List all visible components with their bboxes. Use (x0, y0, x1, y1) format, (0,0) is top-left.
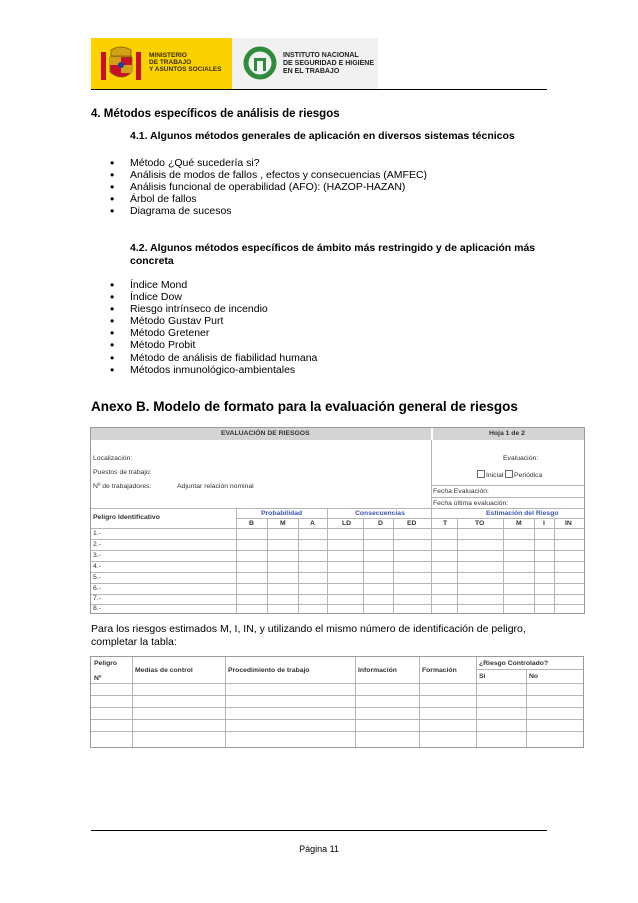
information-header: Información (358, 667, 397, 674)
subsection-title-line: concreta (130, 255, 174, 267)
table-row: 3.- (93, 552, 101, 559)
hazard-column-header: Peligro Identificativo (93, 514, 160, 521)
footer-divider (91, 830, 547, 831)
risk-estimation-header: Estimación del Riesgo (486, 510, 559, 517)
evaluation-date-label: Fecha Evaluación: (433, 488, 489, 495)
list-item: • Método de análisis de fiabilidad humana (110, 352, 317, 364)
no-header: No (529, 673, 539, 680)
list-item: • Árbol de fallos (110, 193, 427, 205)
yes-header: Si (479, 673, 486, 680)
workstations-label: Puestos de trabajo: (93, 469, 152, 476)
subcol-a: A (310, 520, 315, 527)
table-row: 5.- (93, 574, 101, 581)
last-evaluation-date-label: Fecha última evaluación: (433, 500, 509, 507)
initial-checkbox[interactable] (477, 470, 485, 478)
list-item: • Diagrama de sucesos (110, 205, 427, 217)
sheet-number: Hoja 1 de 2 (489, 430, 525, 437)
hazard-header: Peligro (94, 660, 118, 667)
insht-logo-icon (243, 46, 277, 80)
risk-evaluation-form (90, 427, 585, 614)
list-item: • Análisis funcional de operabilidad (AFO): (HAZOP-HAZAN) (110, 181, 427, 193)
initial-option[interactable]: Inicial (477, 470, 503, 479)
ministry-name: MINISTERIO DE TRABAJO Y ASUNTOS SOCIALES (149, 52, 222, 73)
table-row: 2.- (93, 541, 101, 548)
method-list-specific (110, 279, 317, 376)
subcol-t: T (443, 520, 448, 527)
subsection-title-4-1: 4.1. Algunos métodos generales de aplicación en diversos sistemas técnicos (130, 130, 515, 142)
form-title: EVALUACIÓN DE RIESGOS (221, 430, 310, 437)
subcol-ed: ED (407, 520, 417, 527)
list-item: • Índice Mond (110, 279, 317, 291)
evaluation-label: Evaluación: (503, 455, 539, 462)
table-row: 6.- (93, 585, 101, 592)
table-row: 7.- (93, 595, 101, 602)
list-item: • Método ¿Qué sucedería si? (110, 157, 427, 169)
periodic-option[interactable]: Periódica (505, 470, 542, 479)
subsection-title-4-2 (130, 242, 535, 268)
instruction-paragraph: Para los riesgos estimados M, I, IN, y utilizando el mismo número de identificación de peligro, completar la tabla: (91, 623, 526, 648)
workers-label: Nº de trabajadores: (93, 483, 152, 490)
section-title: 4. Métodos específicos de análisis de riesgos (91, 108, 340, 120)
list-item: • Método Probit (110, 339, 317, 351)
list-item: • Métodos inmunológico-ambientales (110, 364, 317, 376)
list-item: • Método Gretener (110, 327, 317, 339)
subcol-i: I (543, 520, 545, 527)
list-item: • Método Gustav Purt (110, 315, 317, 327)
risk-control-form (90, 656, 584, 748)
probability-header: Probabilidad (261, 510, 303, 517)
table-row: 4.- (93, 563, 101, 570)
subcol-in: IN (565, 520, 572, 527)
list-item: • Índice Dow (110, 291, 317, 303)
institute-name: INSTITUTO NACIONAL DE SEGURIDAD E HIGIENE EN EL TRABAJO (283, 52, 375, 75)
control-measures-header: Medias de control (135, 667, 193, 674)
list-item: • Análisis de modos de fallos , efectos y consecuencias (AMFEC) (110, 169, 427, 181)
list-item: • Riesgo intrínseco de incendio (110, 303, 317, 315)
subcol-d: D (378, 520, 383, 527)
subcol-m: M (280, 520, 286, 527)
table-row: 1.- (93, 530, 101, 537)
training-header: Formación (422, 667, 457, 674)
method-list-general (110, 157, 427, 217)
subcol-m2: M (516, 520, 522, 527)
subcol-ld: LD (342, 520, 352, 527)
subsection-title-line: 4.2. Algunos métodos específicos de ámbito más restringido y de aplicación más (130, 242, 536, 254)
work-procedure-header: Procedimiento de trabajo (228, 667, 310, 674)
subcol-to: TO (475, 520, 485, 527)
number-header: Nº (94, 675, 102, 682)
subcol-b: B (249, 520, 254, 527)
attach-note: Adjuntar relación nominal (177, 483, 254, 490)
annex-title: Anexo B. Modelo de formato para la evaluación general de riesgos (91, 399, 518, 414)
page-number: Página 11 (299, 844, 339, 854)
periodic-checkbox[interactable] (505, 470, 513, 478)
header-divider (91, 89, 547, 90)
table-row: 8.- (93, 605, 101, 612)
risk-controlled-header: ¿Riesgo Controlado? (479, 660, 549, 667)
consequences-header: Consecuencias (355, 510, 405, 517)
coat-of-arms-icon (99, 44, 143, 85)
location-label: Localización: (93, 455, 133, 462)
